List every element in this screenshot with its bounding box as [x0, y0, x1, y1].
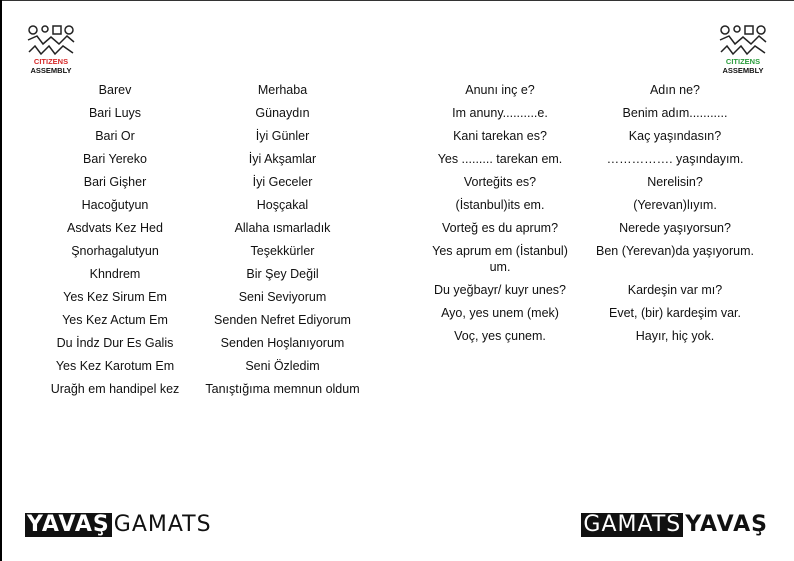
list-item: Yes aprum em (İstanbul) um.	[432, 244, 568, 274]
list-item: (İstanbul)its em.	[455, 198, 545, 212]
list-item: Yes ......... tarekan em.	[437, 152, 563, 166]
list-item: Ben (Yerevan)da yaşıyorum.	[596, 244, 754, 258]
armenian-phrases-column	[40, 82, 190, 404]
page-border-top	[0, 0, 794, 1]
list-item: Tanıştığıma memnun oldum	[205, 382, 360, 396]
list-item: Urağh em handipel kez	[50, 382, 180, 396]
page-border-left	[0, 0, 2, 561]
logo-graphic-icon	[25, 24, 77, 58]
list-item: Bari Luys	[88, 106, 142, 120]
list-item: Ayo, yes unem (mek)	[441, 306, 559, 320]
list-item: Kardeşin var mı?	[627, 283, 723, 297]
list-item: Bari Gişher	[83, 175, 147, 189]
brand-part-yavas: YAVAŞ	[685, 512, 768, 537]
list-item: Senden Nefret Ediyorum	[214, 313, 351, 327]
list-item: Nerelisin?	[647, 175, 703, 189]
list-item: Bari Yereko	[83, 152, 147, 166]
list-item: Khndrem	[89, 267, 141, 281]
list-item: Du İndz Dur Es Galis	[56, 336, 174, 350]
list-item: Senden Hoşlanıyorum	[220, 336, 345, 350]
logo-word-assembly: ASSEMBLY	[722, 66, 764, 75]
list-item: (Yerevan)lıyım.	[633, 198, 717, 212]
list-item: Teşekkürler	[250, 244, 315, 258]
brand-wordmark-left	[25, 513, 233, 537]
brand-part-yavas: YAVAŞ	[27, 512, 110, 537]
list-item: Voç, yes çunem.	[454, 329, 546, 343]
logo-word-citizens: CITIZENS	[725, 57, 761, 66]
citizens-assembly-logo-left	[25, 24, 77, 76]
list-item: Bari Or	[95, 129, 135, 143]
list-item: Du yeğbayr/ kuyr unes?	[433, 283, 566, 297]
logo-word-citizens: CITIZENS	[33, 57, 69, 66]
list-item: Anunı inç e?	[465, 83, 535, 97]
list-item: İyi Günler	[255, 129, 310, 143]
list-item: Nerede yaşıyorsun?	[619, 221, 731, 235]
list-item: Hayır, hiç yok.	[635, 329, 715, 343]
list-item: Im anuny..........e.	[452, 106, 548, 120]
list-item: Benim adım...........	[622, 106, 728, 120]
list-item: Yes Kez Sirum Em	[63, 290, 167, 304]
list-item: Hoşçakal	[256, 198, 309, 212]
list-item: Kaç yaşındasın?	[628, 129, 722, 143]
list-item: Seni Özledim	[245, 359, 320, 373]
list-item: Kani tarekan es?	[453, 129, 547, 143]
list-item: Günaydın	[255, 106, 310, 120]
logo-graphic-icon	[717, 24, 769, 58]
list-item: Vorteğits es?	[463, 175, 537, 189]
list-item: İyi Geceler	[252, 175, 313, 189]
list-item: Allaha ısmarladık	[234, 221, 331, 235]
list-item: Hacoğutyun	[81, 198, 149, 212]
list-item: Yes Kez Karotum Em	[55, 359, 175, 373]
list-item: Merhaba	[257, 83, 308, 97]
list-item: Şnorhagalutyun	[71, 244, 159, 258]
list-item: Asdvats Kez Hed	[67, 221, 163, 235]
armenian-questions-column	[425, 82, 575, 351]
brand-part-gamats: GAMATS	[583, 512, 682, 537]
turkish-phrases-column	[195, 82, 370, 404]
list-item: Adın ne?	[649, 83, 701, 97]
brand-wordmark-right	[563, 513, 770, 537]
list-item: Bir Şey Değil	[246, 267, 319, 281]
list-item: İyi Akşamlar	[248, 152, 317, 166]
logo-word-assembly: ASSEMBLY	[30, 66, 72, 75]
brand-part-gamats: GAMATS	[113, 512, 212, 537]
citizens-assembly-logo-right	[717, 24, 769, 76]
list-item: Seni Seviyorum	[238, 290, 327, 304]
list-item: Barev	[98, 83, 132, 97]
list-item: Evet, (bir) kardeşim var.	[609, 306, 741, 320]
list-item: Vorteğ es du aprum?	[441, 221, 559, 235]
list-item: ……………. yaşındayım.	[606, 152, 744, 166]
list-item: Yes Kez Actum Em	[62, 313, 168, 327]
turkish-questions-column	[585, 82, 765, 351]
